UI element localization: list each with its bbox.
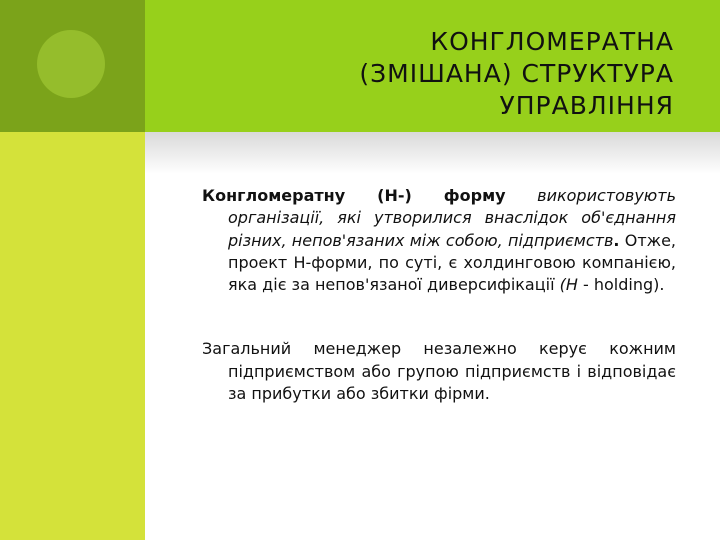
title-line: УПРАВЛІННЯ bbox=[499, 91, 674, 120]
paragraph-h-form bbox=[202, 185, 676, 296]
decorative-circle bbox=[37, 30, 105, 98]
slide-body bbox=[202, 185, 676, 405]
holding-letter: (Н bbox=[559, 275, 578, 295]
holding-text: - holding). bbox=[577, 275, 665, 295]
left-bottom-panel bbox=[0, 132, 145, 540]
title-shadow bbox=[145, 132, 720, 174]
slide-title bbox=[204, 26, 674, 122]
term-bold: Конгломератну (Н-) форму bbox=[202, 186, 506, 205]
title-line: КОНГЛОМЕРАТНА bbox=[430, 27, 674, 56]
period: . bbox=[613, 230, 620, 250]
paragraph-manager: Загальний менеджер незалежно керує кожним підприємством або групою підприємств і відповідає за прибутки або збитки фірми. bbox=[202, 339, 676, 404]
title-line: (ЗМІШАНА) СТРУКТУРА bbox=[359, 59, 674, 88]
explanation-text: Отже, проект Н-форми, по суті, є холдинговою компанією, яка діє за непов'язаної диверсифікації bbox=[228, 230, 677, 295]
definition-italic: використовують організації, які утворилися внаслідок об'єднання різних, непов'язаних між собою, підприємств bbox=[228, 186, 676, 250]
